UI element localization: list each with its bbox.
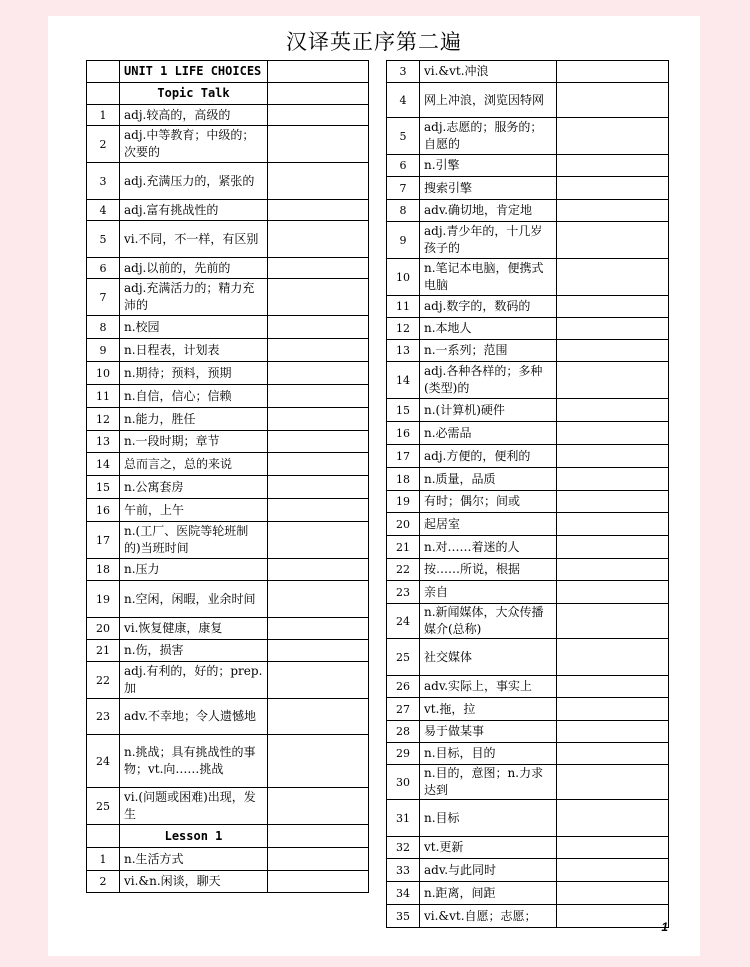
answer-cell[interactable] bbox=[557, 513, 669, 536]
item-number: 7 bbox=[387, 177, 420, 200]
table-row bbox=[87, 662, 369, 699]
right-vocab-table bbox=[386, 60, 669, 928]
chinese-definition: 午前，上午 bbox=[120, 499, 268, 522]
table-row bbox=[87, 221, 369, 258]
section-title-topic-talk: Topic Talk bbox=[120, 83, 268, 105]
answer-cell[interactable] bbox=[268, 559, 369, 581]
table-row bbox=[387, 318, 669, 340]
answer-cell[interactable] bbox=[557, 222, 669, 259]
table-row bbox=[87, 871, 369, 893]
chinese-definition: n.一段时期；章节 bbox=[120, 431, 268, 453]
table-row bbox=[387, 491, 669, 513]
answer-cell[interactable] bbox=[557, 177, 669, 200]
table-row bbox=[387, 882, 669, 905]
table-row bbox=[87, 559, 369, 581]
table-row bbox=[387, 340, 669, 362]
chinese-definition: n.校园 bbox=[120, 316, 268, 339]
item-number: 3 bbox=[87, 163, 120, 200]
answer-cell[interactable] bbox=[268, 453, 369, 476]
chinese-definition: n.对……着迷的人 bbox=[420, 536, 557, 559]
answer-cell[interactable] bbox=[557, 422, 669, 445]
chinese-definition: n.目标 bbox=[420, 800, 557, 837]
item-number: 17 bbox=[87, 522, 120, 559]
table-row bbox=[87, 499, 369, 522]
table-row bbox=[387, 698, 669, 721]
item-number: 28 bbox=[387, 721, 420, 743]
table-row bbox=[87, 385, 369, 408]
blank-cell bbox=[87, 83, 120, 105]
item-number: 23 bbox=[87, 699, 120, 735]
answer-cell[interactable] bbox=[557, 362, 669, 399]
chinese-definition: adv.与此同时 bbox=[420, 859, 557, 882]
answer-cell[interactable] bbox=[557, 743, 669, 765]
answer-cell[interactable] bbox=[557, 559, 669, 581]
unit-title-row bbox=[87, 61, 369, 83]
chinese-definition: vi.恢复健康，康复 bbox=[120, 618, 268, 640]
table-row bbox=[387, 422, 669, 445]
table-row bbox=[87, 431, 369, 453]
item-number: 33 bbox=[387, 859, 420, 882]
table-row bbox=[87, 408, 369, 431]
table-row bbox=[387, 259, 669, 296]
answer-cell[interactable] bbox=[557, 882, 669, 905]
item-number: 25 bbox=[87, 788, 120, 825]
table-row bbox=[87, 618, 369, 640]
answer-cell[interactable] bbox=[268, 662, 369, 699]
chinese-definition: 易于做某事 bbox=[420, 721, 557, 743]
item-number: 8 bbox=[87, 316, 120, 339]
answer-cell[interactable] bbox=[268, 316, 369, 339]
table-row bbox=[387, 468, 669, 491]
table-row bbox=[387, 743, 669, 765]
table-row bbox=[87, 200, 369, 221]
item-number: 16 bbox=[87, 499, 120, 522]
item-number: 1 bbox=[87, 848, 120, 871]
answer-cell[interactable] bbox=[268, 339, 369, 362]
section-header-row bbox=[87, 83, 369, 105]
answer-cell[interactable] bbox=[268, 221, 369, 258]
answer-cell[interactable] bbox=[557, 698, 669, 721]
table-row bbox=[387, 399, 669, 422]
item-number: 23 bbox=[387, 581, 420, 604]
answer-cell[interactable] bbox=[268, 735, 369, 788]
chinese-definition: adv.实际上，事实上 bbox=[420, 676, 557, 698]
chinese-definition: adv.确切地，肯定地 bbox=[420, 200, 557, 222]
chinese-definition: n.自信，信心；信赖 bbox=[120, 385, 268, 408]
table-row bbox=[387, 200, 669, 222]
table-row bbox=[387, 837, 669, 859]
chinese-definition: n.公寓套房 bbox=[120, 476, 268, 499]
item-number: 7 bbox=[87, 279, 120, 316]
item-number: 35 bbox=[387, 905, 420, 928]
chinese-definition: adj.方便的，便利的 bbox=[420, 445, 557, 468]
unit-title: UNIT 1 LIFE CHOICES bbox=[120, 61, 268, 83]
table-row bbox=[387, 581, 669, 604]
answer-cell[interactable] bbox=[557, 721, 669, 743]
chinese-definition: vi.&n.闲谈，聊天 bbox=[120, 871, 268, 893]
chinese-definition: adj.充满活力的；精力充沛的 bbox=[120, 279, 268, 316]
table-row bbox=[87, 362, 369, 385]
chinese-definition: adj.数字的，数码的 bbox=[420, 296, 557, 318]
chinese-definition: n.期待；预料，预期 bbox=[120, 362, 268, 385]
answer-cell[interactable] bbox=[557, 318, 669, 340]
chinese-definition: adj.以前的，先前的 bbox=[120, 258, 268, 279]
answer-cell[interactable] bbox=[268, 848, 369, 871]
chinese-definition: 按……所说，根据 bbox=[420, 559, 557, 581]
table-row bbox=[87, 476, 369, 499]
table-row bbox=[387, 536, 669, 559]
answer-cell[interactable] bbox=[557, 800, 669, 837]
table-row bbox=[87, 279, 369, 316]
answer-cell[interactable] bbox=[557, 859, 669, 882]
answer-cell[interactable] bbox=[557, 118, 669, 155]
table-row bbox=[87, 453, 369, 476]
table-row bbox=[387, 362, 669, 399]
item-number: 32 bbox=[387, 837, 420, 859]
chinese-definition: n.引擎 bbox=[420, 155, 557, 177]
chinese-definition: 网上冲浪，浏览因特网 bbox=[420, 83, 557, 118]
chinese-definition: 总而言之，总的来说 bbox=[120, 453, 268, 476]
table-row bbox=[387, 222, 669, 259]
answer-cell[interactable] bbox=[557, 676, 669, 698]
answer-cell[interactable] bbox=[557, 581, 669, 604]
item-number: 34 bbox=[387, 882, 420, 905]
table-row bbox=[387, 445, 669, 468]
item-number: 14 bbox=[387, 362, 420, 399]
answer-cell[interactable] bbox=[557, 468, 669, 491]
chinese-definition: n.压力 bbox=[120, 559, 268, 581]
blank-cell bbox=[87, 825, 120, 848]
chinese-definition: n.质量，品质 bbox=[420, 468, 557, 491]
answer-cell[interactable] bbox=[557, 83, 669, 118]
chinese-definition: n.新闻媒体，大众传播媒介(总称) bbox=[420, 604, 557, 639]
item-number: 13 bbox=[87, 431, 120, 453]
chinese-definition: vi.(问题或困难)出现，发生 bbox=[120, 788, 268, 825]
section-header-row bbox=[87, 825, 369, 848]
answer-cell[interactable] bbox=[268, 581, 369, 618]
answer-cell[interactable] bbox=[557, 296, 669, 318]
item-number: 26 bbox=[387, 676, 420, 698]
item-number: 10 bbox=[387, 259, 420, 296]
chinese-definition: n.(工厂、医院等轮班制的)当班时间 bbox=[120, 522, 268, 559]
chinese-definition: adj.充满压力的，紧张的 bbox=[120, 163, 268, 200]
chinese-definition: n.本地人 bbox=[420, 318, 557, 340]
section-title-lesson-1: Lesson 1 bbox=[120, 825, 268, 848]
item-number: 24 bbox=[387, 604, 420, 639]
answer-cell[interactable] bbox=[268, 871, 369, 893]
table-row bbox=[87, 126, 369, 163]
answer-cell[interactable] bbox=[557, 604, 669, 639]
item-number: 19 bbox=[87, 581, 120, 618]
item-number: 15 bbox=[87, 476, 120, 499]
answer-cell[interactable] bbox=[268, 499, 369, 522]
answer-cell[interactable] bbox=[557, 765, 669, 800]
chinese-definition: adv.不幸地；令人遗憾地 bbox=[120, 699, 268, 735]
table-row bbox=[87, 105, 369, 126]
table-row bbox=[87, 163, 369, 200]
table-row bbox=[87, 848, 369, 871]
chinese-definition: n.(计算机)硬件 bbox=[420, 399, 557, 422]
chinese-definition: n.伤，损害 bbox=[120, 640, 268, 662]
item-number: 14 bbox=[87, 453, 120, 476]
chinese-definition: 亲自 bbox=[420, 581, 557, 604]
item-number: 22 bbox=[87, 662, 120, 699]
table-row bbox=[387, 765, 669, 800]
item-number: 21 bbox=[387, 536, 420, 559]
answer-cell[interactable] bbox=[557, 399, 669, 422]
chinese-definition: n.笔记本电脑，便携式电脑 bbox=[420, 259, 557, 296]
chinese-definition: vi.&vt.自愿；志愿； bbox=[420, 905, 557, 928]
item-number: 25 bbox=[387, 639, 420, 676]
item-number: 21 bbox=[87, 640, 120, 662]
item-number: 4 bbox=[87, 200, 120, 221]
chinese-definition: n.距离，间距 bbox=[420, 882, 557, 905]
answer-cell[interactable] bbox=[268, 163, 369, 200]
table-row bbox=[87, 339, 369, 362]
item-number: 11 bbox=[87, 385, 120, 408]
table-row bbox=[387, 721, 669, 743]
chinese-definition: 社交媒体 bbox=[420, 639, 557, 676]
chinese-definition: adj.中等教育；中级的；次要的 bbox=[120, 126, 268, 163]
item-number: 19 bbox=[387, 491, 420, 513]
table-row bbox=[387, 800, 669, 837]
table-row bbox=[387, 513, 669, 536]
chinese-definition: 搜索引擎 bbox=[420, 177, 557, 200]
page-title: 汉译英正序第二遍 bbox=[286, 30, 462, 54]
table-row bbox=[387, 296, 669, 318]
item-number: 2 bbox=[87, 126, 120, 163]
answer-cell[interactable] bbox=[268, 258, 369, 279]
answer-cell[interactable] bbox=[268, 362, 369, 385]
answer-cell[interactable] bbox=[268, 126, 369, 163]
item-number: 3 bbox=[387, 61, 420, 83]
answer-cell[interactable] bbox=[268, 699, 369, 735]
chinese-definition: adj.各种各样的；多种(类型)的 bbox=[420, 362, 557, 399]
answer-cell[interactable] bbox=[557, 445, 669, 468]
answer-cell[interactable] bbox=[557, 340, 669, 362]
item-number: 27 bbox=[387, 698, 420, 721]
answer-cell[interactable] bbox=[268, 83, 369, 105]
page-number: 1 bbox=[661, 920, 668, 934]
table-row bbox=[387, 177, 669, 200]
item-number: 8 bbox=[387, 200, 420, 222]
chinese-definition: n.生活方式 bbox=[120, 848, 268, 871]
table-row bbox=[387, 559, 669, 581]
answer-cell[interactable] bbox=[268, 640, 369, 662]
table-row bbox=[387, 859, 669, 882]
item-number: 5 bbox=[87, 221, 120, 258]
table-row bbox=[87, 788, 369, 825]
item-number: 5 bbox=[387, 118, 420, 155]
answer-cell[interactable] bbox=[268, 476, 369, 499]
chinese-definition: 有时；偶尔；间或 bbox=[420, 491, 557, 513]
item-number: 4 bbox=[387, 83, 420, 118]
worksheet-page bbox=[48, 16, 700, 956]
chinese-definition: adj.富有挑战性的 bbox=[120, 200, 268, 221]
item-number: 10 bbox=[87, 362, 120, 385]
chinese-definition: adj.较高的，高级的 bbox=[120, 105, 268, 126]
item-number: 18 bbox=[387, 468, 420, 491]
chinese-definition: vi.&vt.冲浪 bbox=[420, 61, 557, 83]
item-number: 17 bbox=[387, 445, 420, 468]
chinese-definition: n.必需品 bbox=[420, 422, 557, 445]
answer-cell[interactable] bbox=[557, 155, 669, 177]
table-row bbox=[387, 83, 669, 118]
item-number: 1 bbox=[87, 105, 120, 126]
answer-cell[interactable] bbox=[557, 837, 669, 859]
blank-cell bbox=[87, 61, 120, 83]
answer-cell[interactable] bbox=[268, 279, 369, 316]
item-number: 16 bbox=[387, 422, 420, 445]
item-number: 2 bbox=[87, 871, 120, 893]
chinese-definition: n.日程表，计划表 bbox=[120, 339, 268, 362]
table-row bbox=[87, 258, 369, 279]
chinese-definition: adj.志愿的；服务的；自愿的 bbox=[420, 118, 557, 155]
answer-cell[interactable] bbox=[268, 105, 369, 126]
table-row bbox=[387, 604, 669, 639]
answer-cell[interactable] bbox=[557, 259, 669, 296]
table-row bbox=[387, 639, 669, 676]
chinese-definition: n.挑战；具有挑战性的事物；vt.向……挑战 bbox=[120, 735, 268, 788]
item-number: 20 bbox=[387, 513, 420, 536]
answer-cell[interactable] bbox=[268, 522, 369, 559]
item-number: 9 bbox=[387, 222, 420, 259]
table-row bbox=[387, 118, 669, 155]
answer-cell[interactable] bbox=[268, 618, 369, 640]
chinese-definition: adj.青少年的，十几岁孩子的 bbox=[420, 222, 557, 259]
item-number: 18 bbox=[87, 559, 120, 581]
table-row bbox=[387, 905, 669, 928]
item-number: 12 bbox=[387, 318, 420, 340]
left-vocab-table bbox=[86, 60, 369, 893]
answer-cell[interactable] bbox=[268, 200, 369, 221]
table-row bbox=[87, 735, 369, 788]
item-number: 22 bbox=[387, 559, 420, 581]
chinese-definition: 起居室 bbox=[420, 513, 557, 536]
chinese-definition: adj.有利的，好的；prep.加 bbox=[120, 662, 268, 699]
answer-cell[interactable] bbox=[557, 905, 669, 928]
answer-cell[interactable] bbox=[268, 825, 369, 848]
answer-cell[interactable] bbox=[268, 431, 369, 453]
item-number: 13 bbox=[387, 340, 420, 362]
answer-cell[interactable] bbox=[557, 639, 669, 676]
item-number: 30 bbox=[387, 765, 420, 800]
item-number: 9 bbox=[87, 339, 120, 362]
answer-cell[interactable] bbox=[268, 385, 369, 408]
item-number: 29 bbox=[387, 743, 420, 765]
table-row bbox=[387, 676, 669, 698]
table-row bbox=[87, 640, 369, 662]
chinese-definition: vt.更新 bbox=[420, 837, 557, 859]
answer-cell[interactable] bbox=[557, 61, 669, 83]
item-number: 6 bbox=[387, 155, 420, 177]
chinese-definition: vi.不同，不一样，有区别 bbox=[120, 221, 268, 258]
item-number: 20 bbox=[87, 618, 120, 640]
chinese-definition: vt.拖，拉 bbox=[420, 698, 557, 721]
chinese-definition: n.目标，目的 bbox=[420, 743, 557, 765]
item-number: 11 bbox=[387, 296, 420, 318]
answer-cell[interactable] bbox=[557, 200, 669, 222]
chinese-definition: n.空闲，闲暇，业余时间 bbox=[120, 581, 268, 618]
answer-cell[interactable] bbox=[268, 788, 369, 825]
table-row bbox=[87, 522, 369, 559]
chinese-definition: n.目的，意图；n.力求达到 bbox=[420, 765, 557, 800]
table-row bbox=[87, 316, 369, 339]
item-number: 12 bbox=[87, 408, 120, 431]
answer-cell[interactable] bbox=[557, 536, 669, 559]
table-row bbox=[87, 581, 369, 618]
item-number: 6 bbox=[87, 258, 120, 279]
item-number: 31 bbox=[387, 800, 420, 837]
item-number: 24 bbox=[87, 735, 120, 788]
table-row bbox=[387, 61, 669, 83]
chinese-definition: n.能力，胜任 bbox=[120, 408, 268, 431]
answer-cell[interactable] bbox=[557, 491, 669, 513]
answer-cell[interactable] bbox=[268, 408, 369, 431]
chinese-definition: n.一系列；范围 bbox=[420, 340, 557, 362]
answer-cell[interactable] bbox=[268, 61, 369, 83]
table-row bbox=[387, 155, 669, 177]
item-number: 15 bbox=[387, 399, 420, 422]
table-row bbox=[87, 699, 369, 735]
